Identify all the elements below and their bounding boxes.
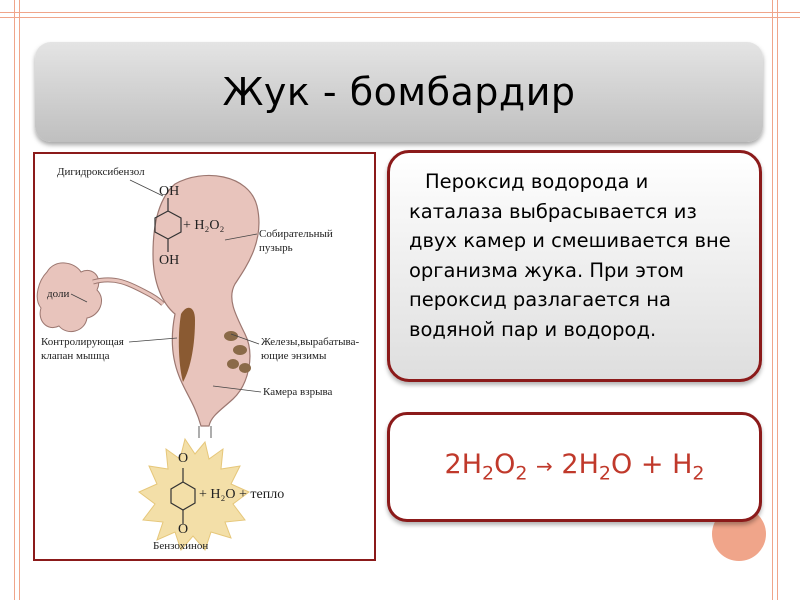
label-dihydroxybenzene: Дигидроксибензол — [57, 166, 145, 178]
eq-sub-2: 2 — [515, 462, 528, 485]
frame-line-top-inner — [0, 17, 800, 18]
label-valve-1: Контролирующая — [41, 336, 124, 348]
eq-o-1: O — [494, 449, 516, 481]
equation-box — [387, 412, 762, 522]
frame-line-top — [0, 12, 800, 13]
title-bar — [35, 42, 763, 142]
eq-h-1: H — [461, 449, 482, 481]
eq-coef-1: 2 — [444, 449, 462, 481]
eq-sub-4: 2 — [692, 462, 705, 485]
frame-line-left-inner — [19, 0, 20, 600]
label-chamber: Камера взрыва — [263, 386, 333, 398]
label-valve-2: клапан мышца — [41, 350, 110, 362]
eq-o-2: O — [611, 449, 633, 481]
reaction-equation — [445, 449, 705, 484]
reservoir-body — [153, 175, 259, 426]
eq-arrow: → — [536, 454, 553, 479]
label-collecting-2: пузырь — [259, 242, 293, 254]
chem-o-bottom: O — [178, 522, 189, 537]
label-glands-2: ющие энзимы — [261, 350, 327, 362]
description-box — [387, 150, 762, 382]
eq-coef-2: 2 — [561, 449, 579, 481]
frame-line-right-inner — [777, 0, 778, 600]
outlet — [199, 426, 211, 438]
eq-plus: + — [640, 449, 664, 481]
frame-line-right — [772, 0, 773, 600]
chem-plus-h2o2: + H₂O₂ — [183, 218, 225, 233]
label-benzoquinone: Бензохинон — [153, 540, 209, 552]
eq-sub-1: 2 — [482, 462, 495, 485]
chem-oh-top: OH — [159, 184, 180, 199]
description-text: Пероксид водорода и каталаза выбрасывается из двух камер и смешивается вне организма жука. При этом пероксид разлагается на водяной пар и водород. — [409, 170, 731, 341]
beetle-diagram — [33, 152, 376, 561]
label-lobes: доли — [47, 288, 70, 300]
eq-h-2: H — [578, 449, 599, 481]
label-collecting-1: Собирательный — [259, 228, 333, 240]
eq-sub-3: 2 — [598, 462, 611, 485]
label-glands-1: Железы,вырабатыва- — [261, 336, 360, 348]
chem-oh-bottom: OH — [159, 253, 180, 268]
chem-o-top: O — [178, 451, 189, 466]
eq-h-3: H — [672, 449, 693, 481]
chem-products: + H₂O + тепло — [199, 487, 285, 502]
slide-title: Жук - бомбардир — [222, 70, 576, 114]
frame-line-left — [14, 0, 15, 600]
